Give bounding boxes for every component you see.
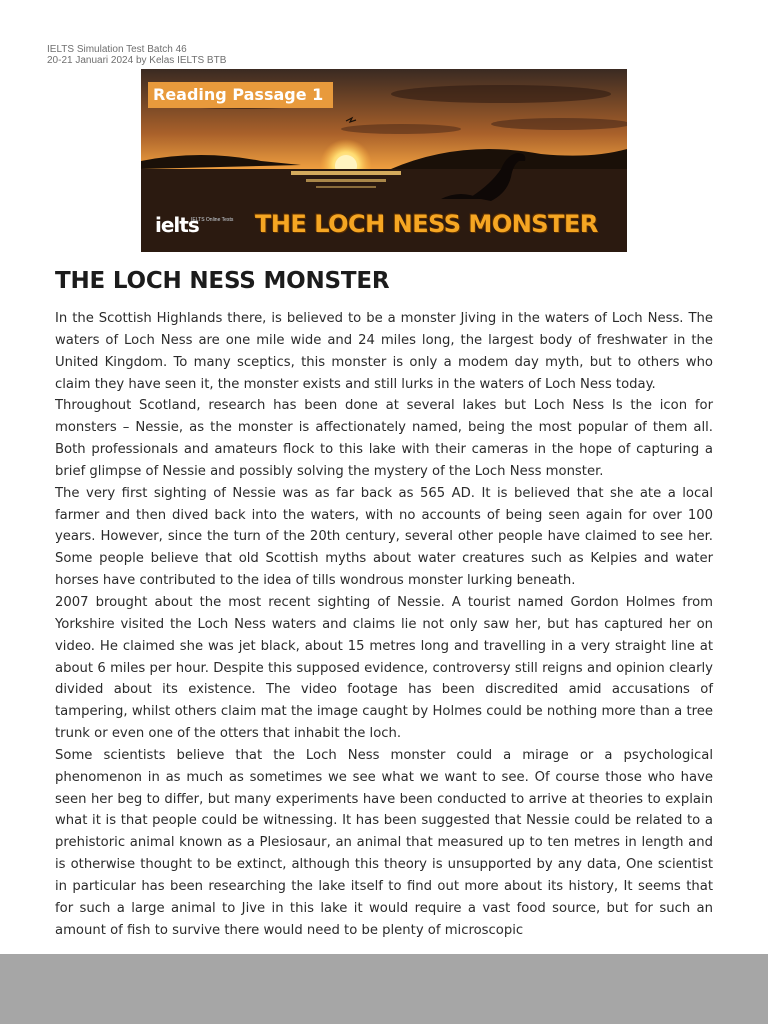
header-line-2: 20-21 Januari 2024 by Kelas IELTS BTB [47,55,227,66]
article-title: THE LOCH NESS MONSTER [55,268,390,294]
ielts-logo-subtitle: IELTS Online Tests [191,217,234,223]
article-body [55,308,713,941]
banner-title: THE LOCH NESS MONSTER [255,210,598,238]
paragraph-2: Throughout Scotland, research has been done at several lakes but Loch Ness Is the icon for monsters – Nessie, as the monster is affectionately named, being the most popular of them all. Both professionals and amateurs flock to this lake with their cameras in the hope of capturing a brief glimpse of Nessie and possibly solving the mystery of the Loch Ness monster. [55,398,713,479]
paragraph-1: In the Scottish Highlands there, is believed to be a monster Jiving in the waters of Loch Ness. The waters of Loch Ness are one mile wide and 24 miles long, the largest body of freshwater in the United Kingdom. To many sceptics, this monster is only a modem day myth, but to others who claim they have seen it, the monster exists and still lurks in the waters of Loch Ness today. [55,311,713,392]
page-footer-band [0,954,768,1024]
page-header [47,44,226,66]
paragraph-5: Some scientists believe that the Loch Ness monster could a mirage or a psychological phenomenon in as much as sometimes we see what we want to see. Of course those who have seen her beg to differ, but many experiments have been conducted to arrive at theories to explain what it is that people could be witnessing. It has been suggested that Nessie could be related to a prehistoric animal known as a Plesiosaur, an animal that measured up to ten metres in length and is otherwise thought to be extinct, although this theory is unsupported by any data, One scientist in particular has been researching the lake itself to find out more about its history, It seems that for such a large animal to Jive in this lake it would require a vast food source, but for such an amount of fish to survive there would need to be plenty of microscopic [55,747,713,938]
paragraph-3: The very first sighting of Nessie was as far back as 565 AD. It is believed that she ate a local farmer and then dived back into the waters, with no accounts of being seen again for over 100 years. However, since the turn of the 20th century, several other people have claimed to see her. Some people believe that old Scottish myths about water creatures such as Kelpies and water horses have contributed to the idea of tills wondrous monster lurking beneath. [55,485,713,589]
banner-image [141,69,627,252]
header-line-1: IELTS Simulation Test Batch 46 [47,44,187,55]
paragraph-4: 2007 brought about the most recent sighting of Nessie. A tourist named Gordon Holmes from Yorkshire visited the Loch Ness waters and claims lie not only saw her, but has captured her on video. He claimed she was jet black, about 15 metres long and travelling in a very straight line at about 6 miles per hour. Despite this supposed evidence, controversy still reigns and opinion clearly divided about its existence. The video footage has been discredited amid accusations of tampering, whilst others claim mat the image caught by Holmes could be nothing more than a tree trunk or even one of the otters that inhabit the loch. [55,594,713,742]
ielts-logo: ielts [155,213,199,237]
banner-tag: Reading Passage 1 [148,82,333,108]
